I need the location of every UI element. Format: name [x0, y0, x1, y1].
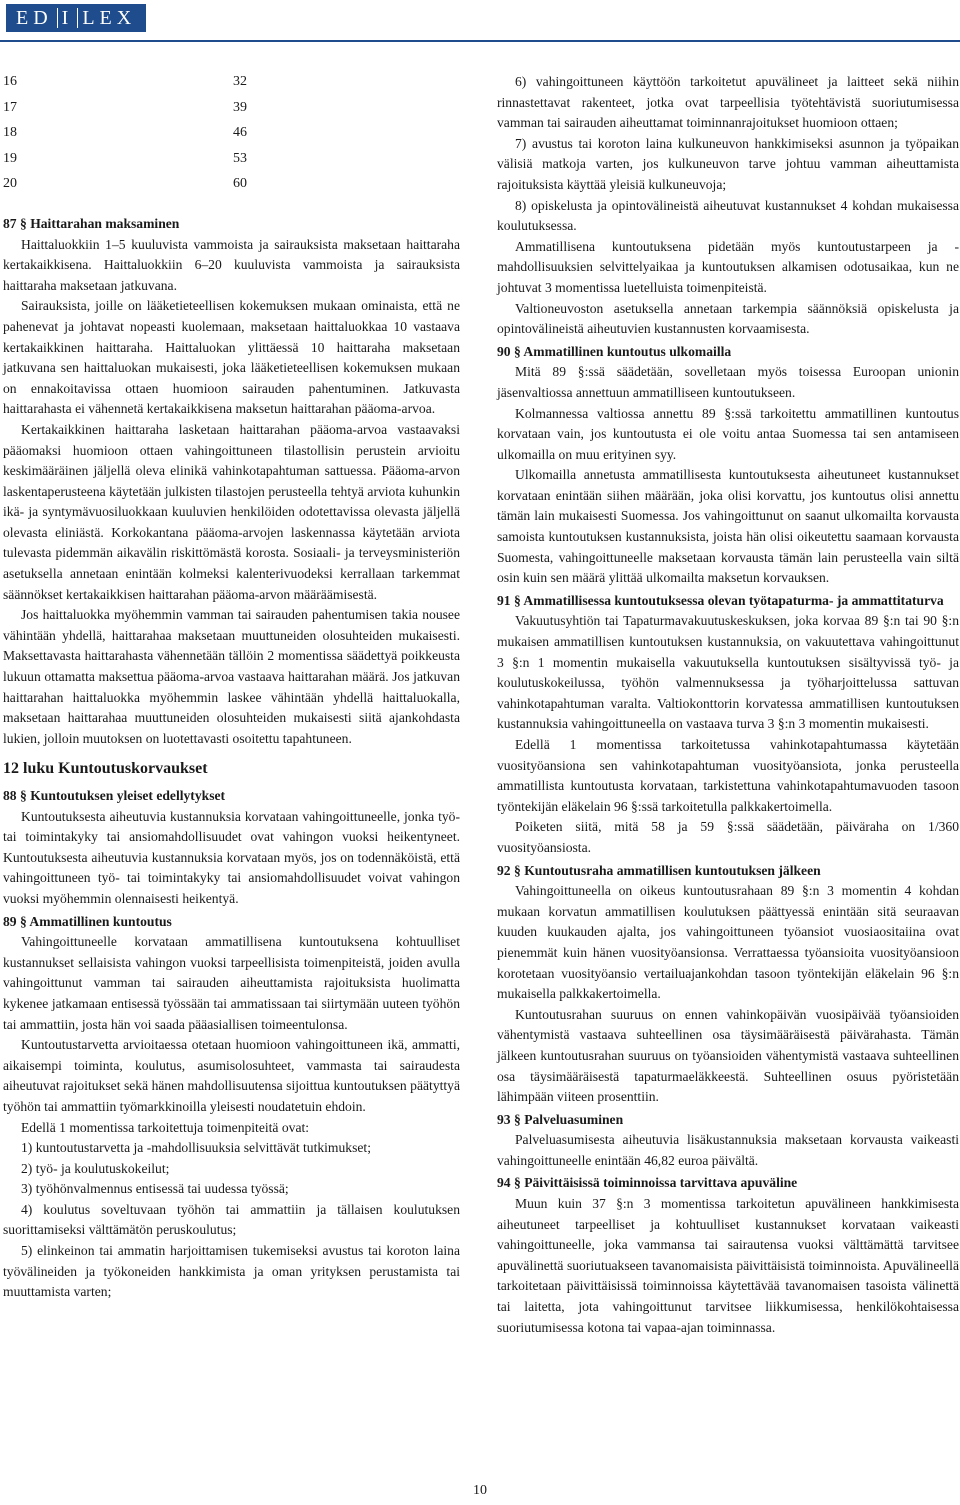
paragraph: Vakuutusyhtiön tai Tapaturmavakuutuskeskuksen, joka korvaa 89 §:n tai 90 §:n mukaisen ammatillisen kuntoutuksen kustannuksia, on vakuutettava vahingoittunut 3 §:n 1 momentin mukaisella vakuutuksella kuntoutuksen sisältyvissä työ- ja koulutuskokeilussa, työhön valmennuksessa ja työharjoittelussa sattuvan vahinkotapahtuman varalta. Valtiokonttorin korvatessa ammatillisen kuntoutuksen kustannuksia vahingoittuneella on vastaava turva 3 §:n 3 momentin mukaisesti. [497, 613, 959, 732]
section-89-heading: 89 § Ammatillinen kuntoutus [3, 913, 172, 929]
section-93-heading: 93 § Palveluasuminen [497, 1111, 624, 1127]
paragraph: Kertakaikkinen haittaraha lasketaan haittarahan pääoma-arvoa vastaavaksi pääomaksi huomioon ottaen vahingoittuneen tilastollisin perustein arvioitu keskimääräinen jäljellä oleva elinikä vahinkotapahtuman sattuessa. Pääoma-arvon laskentaperusteena käytetään julkisten tilastojen perusteella tehtyä arviota kuhunkin ikä- ja syntymävuosiluokkaan kuuluvien henkilöiden odotettavissa olevasta jäljellä olevasta eliniästä. Korkokantana pääoma-arvojen laskennassa käytetään arviota tulevasta pidemmän aikavälin riskittömästä korosta. Sosiaali- ja terveysministeriön asetuksella annetaan enintään kolmeksi kalenterivuodeksi kerrallaan tarkemmat säännökset kertakaikkisen haittarahan pääoma-arvon määräämisestä. [3, 421, 460, 602]
list-item: 4) koulutus soveltuvaan työhön tai ammattiin ja tällaisen koulutuksen suorittamiseksi välttämätön peruskoulutus; [3, 1201, 460, 1238]
paragraph: Edellä 1 momentissa tarkoitettuja toimenpiteitä ovat: [21, 1119, 310, 1135]
paragraph: Poiketen siitä, mitä 58 ja 59 §:ssä säädetään, päiväraha on 1/360 vuosityöansiosta. [497, 819, 959, 855]
paragraph: Kolmannessa valtiossa annettu 89 §:ssä tarkoitettu ammatillinen kuntoutus korvataan vain, jos kuntoutusta ei ole voitu antaa Suomessa tai sen antamiseen ulkomailla on muu erityinen syy. [497, 405, 959, 462]
section-94-heading: 94 § Päivittäisissä toiminnoissa tarvittava apuväline [497, 1175, 798, 1191]
table-row: 18 46 [3, 125, 247, 141]
paragraph: Sairauksista, joille on lääketieteellisen kokemuksen mukaan ominaista, että ne pahenevat ja johtavat nopeasti kuolemaan, maksetaan haittaluokkaa 10 vastaava kertakaikkinen haittaraha. Haittaluokan ylittäessä 10 haittaraha maksetaan jatkuvana sen haittaluokan mukaisesti, joka lääketieteellisen kokemuksen mukaan on ennakoitavissa ottaen huomioon sairauden pahentuminen. Jatkuvasta haittarahasta ei vähennetä kertakaikkisena maksetun haittarahan pääoma-arvoa. [3, 298, 460, 417]
logo-text-left: ED [16, 6, 53, 29]
list-item: 6) vahingoittuneen käyttöön tarkoitetut apuvälineet ja laitteet sekä niihin rinnastettavat rakenteet, jotka ovat tarpeellisia työtehtävistä suoriutumisessa vamman tai sairauden aiheuttamat toiminnanrajoitukset huomioon ottaen; [497, 74, 959, 131]
list-item: 7) avustus tai koroton laina kulkuneuvon hankkimiseksi asunnon ja työpaikan välisiä matkoja varten, jos kulkuneuvon tarve johtuu vamman aiheuttamista rajoituksista käyttää yleisiä kulkuneuvoja; [497, 135, 959, 192]
paragraph: Edellä 1 momentissa tarkoitetussa vahinkotapahtumassa käytetään vuosityöansiona sen vahinkotapahtuman vuosityöansiota, jonka perusteella ammatillista kuntoutusta korvataan, tarkistettuna vahinkotapahtumavuoden tasoon työntekijän eläkelain 96 §:ssä tarkoitetulla palkkakertoimella. [497, 737, 959, 814]
list-item: 1) kuntoutustarvetta ja -mahdollisuuksia selvittävät tutkimukset; [21, 1140, 371, 1156]
paragraph: Valtioneuvoston asetuksella annetaan tarkempia säännöksiä opiskelusta ja opintovälineistä aiheutuvien kustannusten korvaamisesta. [497, 300, 959, 337]
list-item: 3) työhönvalmennus entisessä tai uudessa työssä; [21, 1181, 289, 1197]
table-row: 16 32 [3, 74, 247, 89]
list-item: 8) opiskelusta ja opintovälineistä aiheutuvat kustannukset 4 kohdan mukaisessa koulutuksessa. [497, 197, 959, 234]
table-row: 17 39 [3, 99, 247, 115]
section-87-heading: 87 § Haittarahan maksaminen [3, 215, 180, 231]
edilex-logo[interactable] [6, 4, 146, 32]
paragraph: Mitä 89 §:ssä säädetään, sovelletaan myös toisessa Euroopan unionin jäsenvaltiossa annettuun ammatilliseen kuntoutukseen. [497, 364, 959, 400]
logo-text-right: LEX [82, 6, 137, 29]
section-88-heading: 88 § Kuntoutuksen yleiset edellytykset [3, 788, 226, 803]
list-item: 5) elinkeinon tai ammatin harjoittamisen tukemiseksi avustus tai koroton laina työvälineiden ja työkoneiden hankkimista ja oman yrityksen perustamista tai muuttamista varten; [3, 1243, 460, 1300]
left-column [3, 72, 460, 1303]
paragraph: Ulkomailla annetusta ammatillisesta kuntoutuksesta aiheutuneet kustannukset korvataan enintään siihen määrään, joka olisi korvattu, jos kuntoutus olisi annettu tämän lain mukaisesti Suomessa. Jos vahingoittunut on saanut ulkomailta korvausta samoista kuntoutuksen kustannuksista, joista hän olisi oikeutettu saamaan korvausta Suomesta, vahingoittuneelle maksetaan korvausta tämän lain perusteella vain siltä osin kuin sen määrä ylittää ulkomailta maksetun korvauksen. [497, 467, 959, 586]
paragraph: Ammatillisena kuntoutuksena pidetään myös kuntoutustarpeen ja -mahdollisuuksien selvittelyaikaa ja kuntoutuksen alkamisen odotusaikaa, kun ne johtuvat 3 momentissa luetelluista toimenpiteistä. [497, 238, 959, 295]
logo-text-mid: I [61, 6, 74, 29]
section-90-heading: 90 § Ammatillinen kuntoutus ulkomailla [497, 343, 732, 359]
paragraph: Kuntoutuksesta aiheutuvia kustannuksia korvataan vahingoittuneelle, jonka työ- tai toimintakyky tai ansiomahdollisuudet ovat vahingon vuoksi heikentyneet. Kuntoutuksesta aiheutuvia kustannuksia korvataan myös, jos on todennäköistä, että vahingoittuneen työ- tai toimintakyky tai ansiomahdollisuudet voivat vahingon vuoksi myöhemmin olennaisesti heikentyä. [3, 808, 460, 906]
paragraph: Muun kuin 37 §:n 3 momentissa tarkoitetun apuvälineen hankkimisesta aiheutuneet tarpeelliset ja kohtuulliset kustannukset korvataan vaikeasti vahingoittuneelle, joka vammansa tai sairautensa vuoksi välttämättä tarvitsee apuvälinettä suoriutuakseen tavanomaisista päivittäisistä toiminnoista. Apuvälineellä tarkoitetaan päivittäisissä toiminnoissa käytettävää tavanomaisen tasoista välinettä tai laitetta, jota vahingoittunut tarvitsee liikkumisessa, henkilökohtaisessa suoriutumisessa kotona tai vapaa-ajan toiminnassa. [497, 1196, 959, 1335]
table-row: 19 53 [3, 150, 247, 166]
paragraph: Jos haittaluokka myöhemmin vamman tai sairauden pahentumisen takia nousee vähintään yhdellä, haittarahaa maksetaan muuttuneiden olosuhteiden mukaisesti. Maksettavasta haittarahasta vähennetään tällöin 2 momentissa säädettyä poikkeusta lukuun ottamatta maksettua pääoma-arvoa vastaava haittarahan määrä. Jos jatkuvan haittarahan haittaluokka myöhemmin laskee vähintään yhdellä haittaluokalla, maksetaan haittarahaa muuttuneiden olosuhteiden mukaisesti siitä ajankohdasta lukien, jolloin muutoksen on luotettavasti osoitettu tapahtuneen. [3, 607, 460, 746]
right-column [497, 72, 959, 1338]
paragraph: Kuntoutusrahan suuruus on ennen vahinkopäivän vuosipäivää työansioiden vähentymistä vastaava suhteellinen osa täysimääräisestä päivärahasta. Tämän jälkeen kuntoutusrahan suuruus on työansioiden vähentymistä vastaava suhteellinen osa täysimääräisestä tapaturmaeläkkeestä. Suhteellinen osuus pyöristetään lähimpään viiteen prosenttiin. [497, 1006, 959, 1105]
paragraph: Kuntoutustarvetta arvioitaessa otetaan huomioon vahingoittuneen ikä, ammatti, aikaisempi toiminta, koulutus, asumisolosuhteet, vammasta tai sairaudesta aiheutuvat rajoitukset sekä hänen mahdollisuutensa sijoittua kuntoutuksen päätyttyä työhön tai ammattiin työmarkkinoilla yleisesti noudatetuin ehdoin. [3, 1037, 460, 1114]
chapter-heading: 12 luku Kuntoutuskorvaukset [3, 760, 208, 778]
header-rule [0, 40, 960, 42]
paragraph: Vahingoittuneelle korvataan ammatillisena kuntoutuksena kohtuulliset kustannukset sellaisista vahingon vuoksi tarpeellisista toimenpiteistä, joiden avulla vahingoittunut vamman tai sairauden aiheuttamista rajoituksista huolimatta kykenee jatkamaan entisessä työssään tai ammatissaan tai siirtymään uuteen työhön tai ammattiin, josta hän voi saada pääasiallisen toimeentulonsa. [3, 934, 460, 1032]
page-number: 10 [473, 1483, 487, 1498]
section-91-heading: 91 § Ammatillisessa kuntoutuksessa olevan työtapaturma- ja ammattitaturva [497, 592, 944, 608]
haittaluokka-table [3, 72, 303, 200]
list-item: 2) työ- ja koulutuskokeilut; [21, 1160, 170, 1176]
paragraph: Vahingoittuneella on oikeus kuntoutusrahaan 89 §:n 3 momentin 4 kohdan mukaan korvatun ammatillisen koulutuksen päättyessä enintään sitä seuraavan kuuden kuukauden ajalta, jos vahingoittuneen työansiot vuosiaositaiina ovat pienemmät kuin hänen vuosityöansionsa. Verrattaessa työansioita vuosityöansioon korotetaan vuosityöansio vertailuajankohdan tasoon työntekijän eläkelain 96 §:n mukaisella palkkakertoimella. [497, 883, 959, 1002]
paragraph: Haittaluokkiin 1–5 kuuluvista vammoista ja sairauksista maksetaan haittaraha kertakaikkisena. Haittaluokkiin 6–20 kuuluvista vammoista ja sairauksista haittaraha maksetaan jatkuvana. [3, 236, 460, 293]
paragraph: Palveluasumisesta aiheutuvia lisäkustannuksia maksetaan korvausta vaikeasti vahingoittuneelle enintään 46,82 euroa päivältä. [497, 1132, 959, 1168]
section-92-heading: 92 § Kuntoutusraha ammatillisen kuntoutuksen jälkeen [497, 862, 821, 878]
table-row: 20 60 [3, 176, 247, 192]
